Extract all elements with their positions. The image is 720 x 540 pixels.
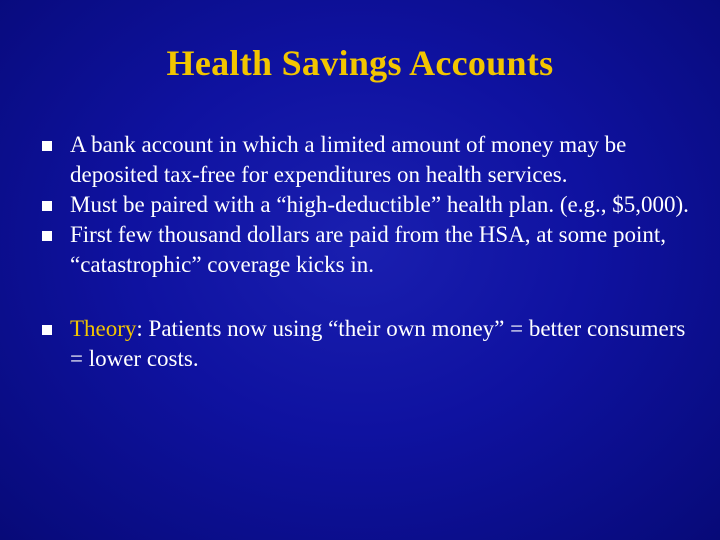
bullet-text: A bank account in which a limited amount of money may be deposited tax-free for expenditures on health services. [70, 132, 627, 187]
bullet-item-high-deductible [42, 190, 692, 220]
bullet-item-catastrophic-coverage [42, 220, 692, 280]
theory-label: Theory [70, 316, 137, 341]
bullet-text: First few thousand dollars are paid from the HSA, at some point, “catastrophic” coverage kicks in. [70, 222, 666, 277]
bullet-text: Must be paired with a “high-deductible” health plan. (e.g., $5,000). [70, 192, 689, 217]
square-bullet-icon [42, 325, 52, 335]
bullet-text: : Patients now using “their own money” = better consumers = lower costs. [70, 316, 686, 371]
bullet-item-theory [42, 314, 692, 374]
bullet-item-hsa-definition [42, 130, 692, 190]
square-bullet-icon [42, 141, 52, 151]
slide-title: Health Savings Accounts [166, 43, 554, 83]
bullet-list [42, 130, 692, 374]
square-bullet-icon [42, 201, 52, 211]
square-bullet-icon [42, 231, 52, 241]
